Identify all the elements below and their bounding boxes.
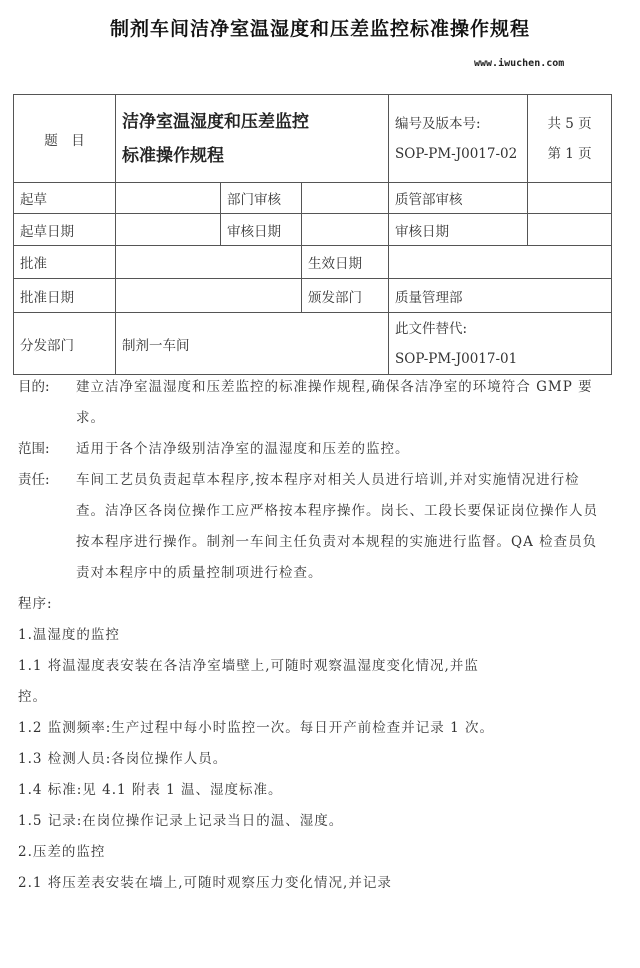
header-row-topic	[14, 95, 612, 183]
step-1-5: 1.5 记录:在岗位操作记录上记录当日的温、湿度。	[18, 813, 344, 829]
replaces-value: SOP-PM-J0017-01	[395, 350, 518, 367]
pages-total: 共 5 页	[547, 115, 592, 132]
purpose-paragraph	[18, 372, 618, 434]
header-row-distribution	[14, 313, 612, 375]
approve-date-label: 批准日期	[14, 279, 116, 313]
draft-label: 起草	[14, 183, 116, 214]
effective-date-label: 生效日期	[302, 246, 389, 279]
distribution-label: 分发部门	[14, 313, 116, 375]
scope-text: 适用于各个洁净级别洁净室的温湿度和压差的监控。	[76, 441, 410, 457]
effective-date-value	[389, 246, 612, 279]
procedure-heading: 程序:	[18, 596, 53, 612]
topic-label: 题 目	[14, 95, 116, 183]
code-cell	[389, 95, 528, 183]
purpose-text: 建立洁净室温湿度和压差监控的标准操作规程,确保各洁净室的环境符合 GMP 要求。	[76, 379, 593, 426]
dept-review-value	[302, 183, 389, 214]
step-1-3: 1.3 检测人员:各岗位操作人员。	[18, 751, 228, 767]
approve-value	[116, 246, 302, 279]
purpose-label: 目的:	[18, 379, 50, 395]
document-body	[18, 372, 618, 899]
document-title: 制剂车间洁净室温湿度和压差监控标准操作规程	[109, 18, 530, 40]
review-date-value-1	[302, 214, 389, 246]
dept-review-label: 部门审核	[221, 183, 302, 214]
header-row-approve	[14, 246, 612, 279]
topic-line1: 洁净室温湿度和压差监控	[122, 111, 309, 132]
issue-dept-label: 颁发部门	[302, 279, 389, 313]
code-label: 编号及版本号:	[395, 115, 481, 132]
page-current: 第 1 页	[547, 145, 592, 162]
responsibility-text: 车间工艺员负责起草本程序,按本程序对相关人员进行培训,并对实施情况进行检查。洁净区各岗位操作工应严格按本程序操作。岗长、工段长要保证岗位操作人员按本程序进行操作。制剂一车间主任负责对本规程的实施进行监督。QA 检查员负责对本程序中的质量控制项进行检查。	[76, 472, 598, 581]
review-date-label-1: 审核日期	[221, 214, 302, 246]
draft-value	[116, 183, 221, 214]
header-row-approve-date	[14, 279, 612, 313]
responsibility-label: 责任:	[18, 472, 50, 488]
header-row-draft	[14, 183, 612, 214]
step-1-1-line2: 控。	[18, 689, 47, 705]
site-watermark: www.iwuchen.com	[474, 58, 565, 69]
draft-date-label: 起草日期	[14, 214, 116, 246]
approve-label: 批准	[14, 246, 116, 279]
review-date-value-2	[528, 214, 612, 246]
step-1-4: 1.4 标准:见 4.1 附表 1 温、湿度标准。	[18, 782, 283, 798]
approve-date-value	[116, 279, 302, 313]
scope-label: 范围:	[18, 441, 50, 457]
pages-cell	[528, 95, 612, 183]
section-1-heading: 1.温湿度的监控	[18, 627, 120, 643]
step-2-1: 2.1 将压差表安装在墙上,可随时观察压力变化情况,并记录	[18, 875, 392, 891]
topic-line2: 标准操作规程	[122, 145, 224, 166]
step-1-2: 1.2 监测频率:生产过程中每小时监控一次。每日开产前检查并记录 1 次。	[18, 720, 494, 736]
qa-review-value	[528, 183, 612, 214]
topic-cell	[116, 95, 389, 183]
issue-dept-value: 质量管理部	[389, 279, 612, 313]
code-value: SOP-PM-J0017-02	[395, 145, 518, 162]
step-1-1-line1: 1.1 将温湿度表安装在各洁净室墙壁上,可随时观察温湿度变化情况,并监	[18, 658, 479, 674]
draft-date-value	[116, 214, 221, 246]
qa-review-label: 质管部审核	[389, 183, 528, 214]
review-date-label-2: 审核日期	[389, 214, 528, 246]
replaces-label: 此文件替代:	[395, 320, 468, 337]
scope-paragraph	[18, 434, 618, 465]
header-row-draft-date	[14, 214, 612, 246]
responsibility-paragraph	[18, 465, 618, 589]
replaces-cell	[389, 313, 612, 375]
section-2-heading: 2.压差的监控	[18, 844, 106, 860]
distribution-value: 制剂一车间	[116, 313, 389, 375]
header-table	[13, 94, 612, 375]
